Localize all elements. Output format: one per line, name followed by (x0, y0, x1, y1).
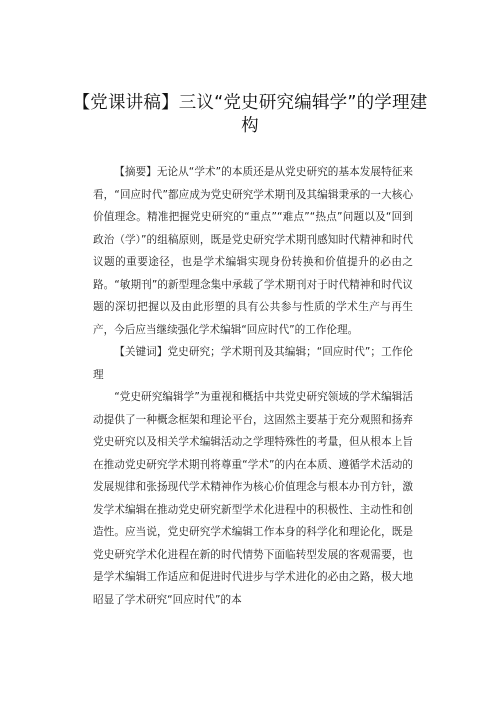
abstract-paragraph: 【摘要】无论从“学术”的本质还是从党史研究的基本发展特征来看，“回应时代”都应成为党史研究学术期刊及其编辑秉承的一大核心价值理念。精准把握党史研究的“重点”“难点”“热点”问题以及“回到政治（学）”的组稿原则，既是党史研究学术期刊感知时代精神和时代议题的重要途径，也是学术编辑实现身份转换和价值提升的必由之路。“敏期刊”的新型理念集中承载了学术期刊对于时代精神和时代议题的深切把握以及由此形塑的具有公共参与性质的学术生产与再生产，今后应当继续强化学术编辑“回应时代”的工作伦理。 (93, 166, 413, 336)
body-paragraph: “党史研究编辑学”为重视和概括中共党史研究领域的学术编辑活动提供了一种概念框架和理论平台，这固然主要基于充分观照和扬弃党史研究以及相关学术编辑活动之学理特殊性的考量，但从根本上旨在推动党史研究学术期刊将尊重“学术”的内在本质、遵循学术活动的发展规律和张扬现代学术精神作为核心价值理念与根本办刊方针，激发学术编辑在推动党史研究新型学术化进程中的积极性、主动性和创造性。应当说，党史研究学术编辑工作本身的科学化和理论化，既是党史研究学术化进程在新的时代情势下面临转型发展的客观需要，也是学术编辑工作适应和促进时代进步与学术进化的必由之路，极大地昭显了学术研究“回应时代”的本 (93, 391, 413, 606)
document-title: 【党课讲稿】三议“党史研究编辑学”的学理建构 (72, 93, 428, 136)
keywords-paragraph: 【关键词】党史研究；学术期刊及其编辑；“回应时代”；工作伦理 (93, 346, 413, 381)
document-body (93, 161, 413, 611)
